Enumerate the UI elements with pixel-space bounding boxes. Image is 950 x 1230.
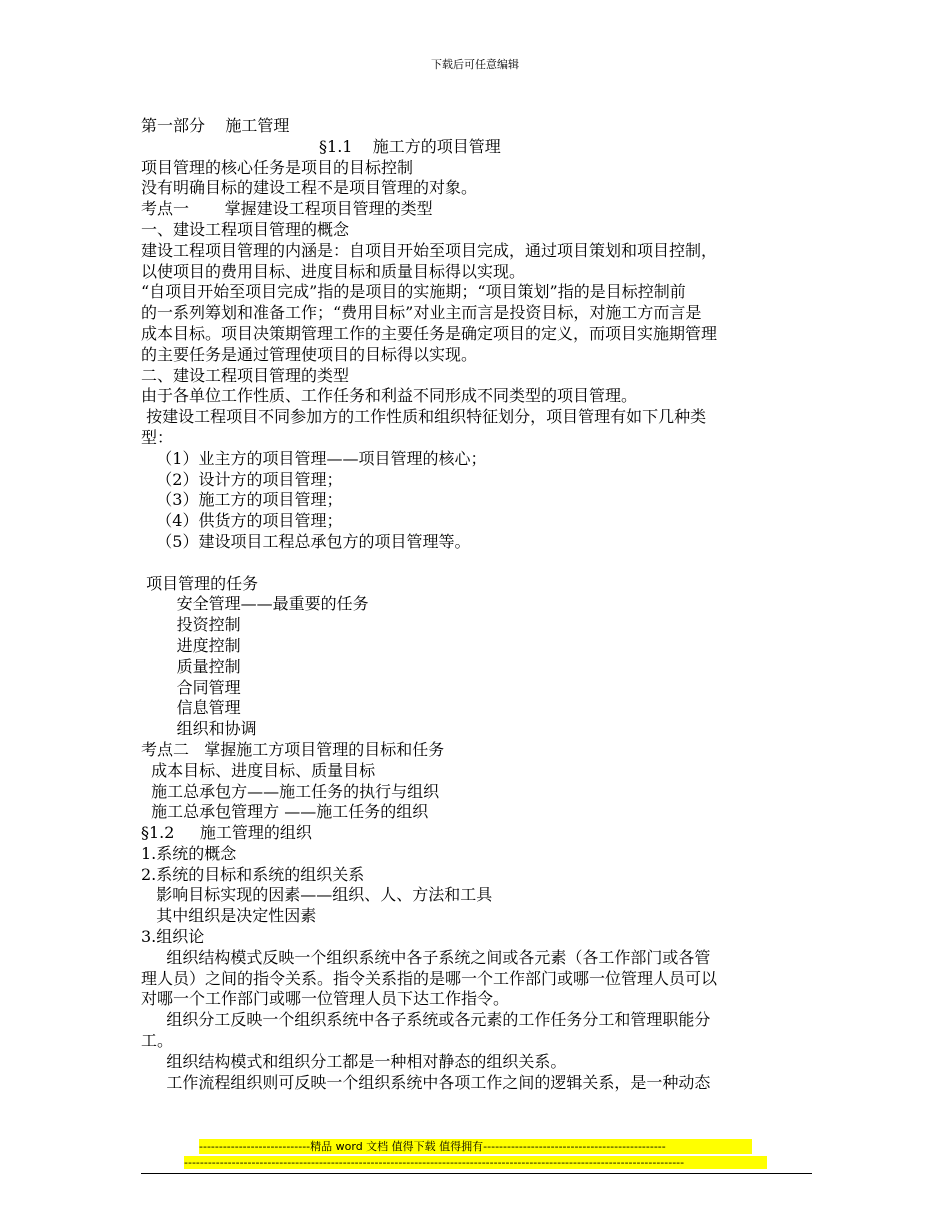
document-line: 第一部分 施工管理 [141, 116, 290, 135]
document-line: 1.系统的概念 [141, 843, 237, 863]
document-line: 由于各单位工作性质、工作任务和利益不同形成不同类型的项目管理。 [141, 386, 638, 406]
page-header: 下载后可任意编辑 [431, 58, 519, 71]
document-line: 理人员）之间的指令关系。指令关系指的是哪一个工作部门或哪一位管理人员可以 [141, 968, 718, 988]
document-line [141, 553, 813, 574]
document-line: 2.系统的目标和系统的组织关系 [141, 864, 365, 884]
document-line: （5）建设项目工程总承包方的项目管理等。 [141, 531, 471, 551]
document-line: 安全管理——最重要的任务 [141, 594, 369, 614]
document-line: 成本目标。项目决策期管理工作的主要任务是确定项目的定义，而项目实施期管理 [141, 323, 718, 343]
document-line: 工作流程组织则可反映一个组织系统中各项工作之间的逻辑关系，是一种动态 [141, 1072, 711, 1092]
document-line: 3.组织论 [141, 927, 205, 947]
document-line: 成本目标、进度目标、质量目标 [141, 760, 376, 780]
footer-dash-line: ------------------------------------------------------------------------------------------------------------------------------ [184, 1156, 767, 1169]
document-line: 其中组织是决定性因素 [141, 906, 317, 926]
document-line: （3）施工方的项目管理； [141, 490, 343, 510]
document-line: 组织结构模式反映一个组织系统中各子系统之间或各元素（各工作部门或各管 [141, 947, 711, 967]
document-line: 的一系列筹划和准备工作；“费用目标”对业主而言是投资目标，对施工方而言是 [141, 303, 702, 323]
document-line: 考点一 掌握建设工程项目管理的类型 [141, 199, 433, 219]
document-line: 影响目标实现的因素——组织、人、方法和工具 [141, 885, 493, 905]
document-line: 考点二 掌握施工方项目管理的目标和任务 [141, 739, 445, 759]
document-line: 一、建设工程项目管理的概念 [141, 219, 350, 239]
document-line: 施工总承包管理方 ——施工任务的组织 [141, 802, 429, 822]
footer-banner: ----------------------------精品 word 文档 值得下载 值得拥有---------------------------------------------- [199, 1139, 752, 1154]
document-line: 质量控制 [141, 656, 241, 676]
document-line: 组织结构模式和组织分工都是一种相对静态的组织关系。 [141, 1051, 567, 1071]
document-line: 信息管理 [141, 698, 241, 718]
document-line: §1.1 施工方的项目管理 [141, 136, 501, 156]
document-line: §1.2 施工管理的组织 [141, 823, 312, 843]
document-line: （1）业主方的项目管理——项目管理的核心； [141, 448, 487, 468]
document-line: 合同管理 [141, 677, 241, 697]
document-line: 项目管理的核心任务是项目的目标控制 [141, 157, 414, 177]
document-line: 二、建设工程项目管理的类型 [141, 365, 350, 385]
document-line: 型： [141, 427, 174, 447]
document-line: （2）设计方的项目管理； [141, 469, 343, 489]
document-line: 进度控制 [141, 635, 241, 655]
document-line: 以使项目的费用目标、进度目标和质量目标得以实现。 [141, 261, 526, 281]
document-line: 按建设工程项目不同参加方的工作性质和组织特征划分，项目管理有如下几种类 [141, 407, 707, 427]
document-line: 投资控制 [141, 615, 241, 635]
document-line: “自项目开始至项目完成”指的是项目的实施期；“项目策划”指的是目标控制前 [141, 282, 686, 302]
document-line: 施工总承包方——施工任务的执行与组织 [141, 781, 440, 801]
document-line: 建设工程项目管理的内涵是：自项目开始至项目完成，通过项目策划和项目控制， [141, 240, 718, 260]
document-line: 项目管理的任务 [141, 573, 259, 593]
document-body [141, 116, 813, 1093]
document-line: （4）供货方的项目管理； [141, 511, 343, 531]
document-line: 工。 [141, 1031, 174, 1051]
footer-rule [141, 1173, 812, 1174]
document-line: 组织分工反映一个组织系统中各子系统或各元素的工作任务分工和管理职能分 [141, 1010, 711, 1030]
document-line: 组织和协调 [141, 719, 257, 739]
document-line: 没有明确目标的建设工程不是项目管理的对象。 [141, 178, 478, 198]
document-line: 对哪一个工作部门或哪一位管理人员下达工作指令。 [141, 989, 510, 1009]
document-line: 的主要任务是通过管理使项目的目标得以实现。 [141, 344, 478, 364]
